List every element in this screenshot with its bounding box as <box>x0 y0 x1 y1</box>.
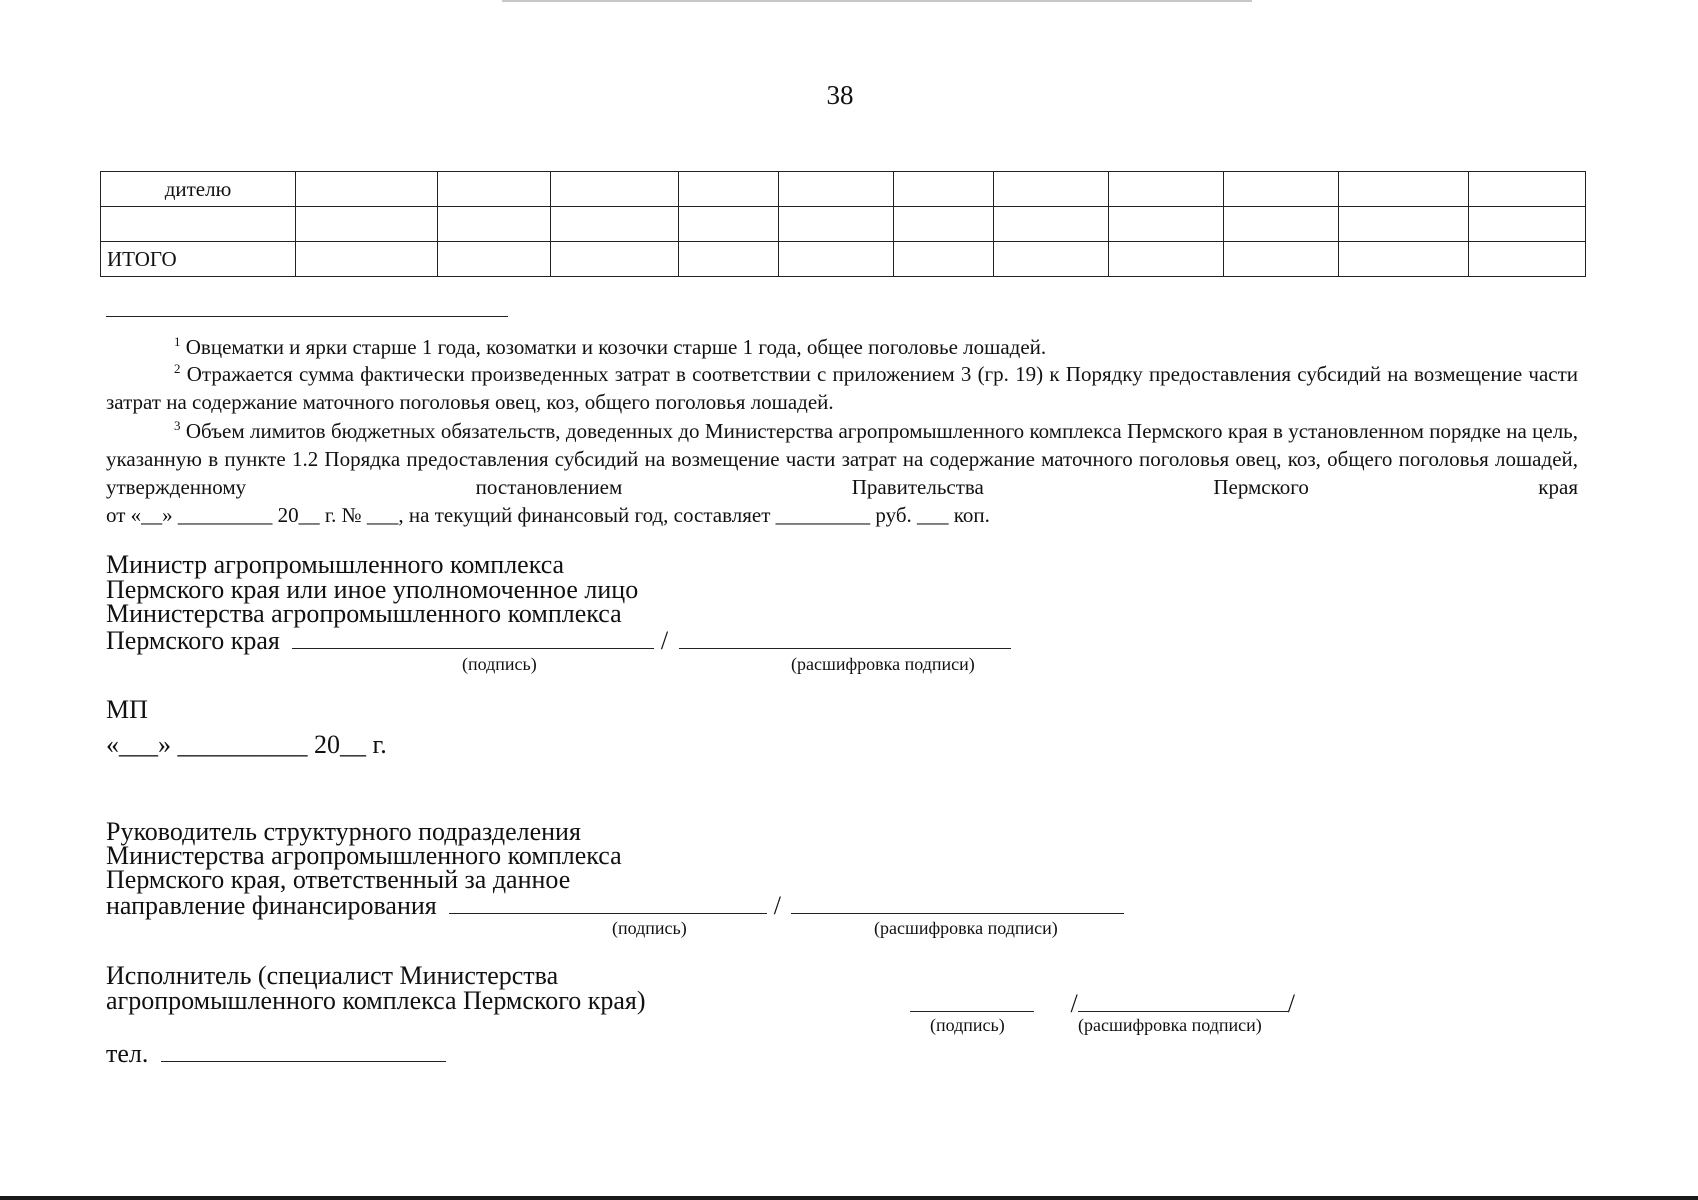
table-cell <box>1469 172 1586 207</box>
head-slash: / <box>773 891 781 920</box>
table-cell <box>679 172 779 207</box>
table-cell <box>994 242 1109 277</box>
scan-top-edge <box>502 0 1252 2</box>
totals-table <box>100 171 1586 277</box>
head-title-line-3: Пермского края, ответственный за данное <box>106 865 571 894</box>
footnote-2 <box>106 360 1578 416</box>
footnote-1-text: Овцематки и ярки старше 1 года, козоматки и козочки старше 1 года, общее поголовье лошадей. <box>185 335 1047 359</box>
phone-field[interactable] <box>161 1039 446 1062</box>
table-cell <box>1224 207 1339 242</box>
table-cell <box>779 242 894 277</box>
table-row <box>101 172 1586 207</box>
head-signature-row <box>106 891 1226 918</box>
table-cell <box>296 242 438 277</box>
head-title-line-4: направление финансирования <box>106 891 437 920</box>
executor-signature-field[interactable] <box>910 989 1034 1012</box>
footnote-1-mark: 1 <box>174 334 181 349</box>
head-sign-caption: (подпись) <box>612 918 687 938</box>
table-row-label <box>101 207 296 242</box>
table-cell <box>679 242 779 277</box>
table-cell <box>1469 207 1586 242</box>
footnote-2-text: Отражается сумма фактически произведенных затрат в соответствии с приложением 3 (гр. 19) к Порядку предоставления субсидий на возмещение части затрат на содержание маточного поголовья овец, коз, общего поголовья лошадей. <box>106 362 1579 414</box>
table-cell <box>1109 172 1224 207</box>
footnote-1 <box>106 333 1578 361</box>
table-row-label: ИТОГО <box>101 242 296 277</box>
minister-signature-field[interactable] <box>292 626 654 649</box>
footnote-2-mark: 2 <box>174 361 181 376</box>
table-row-label: дителю <box>101 172 296 207</box>
table-cell <box>1224 242 1339 277</box>
table-cell <box>1469 242 1586 277</box>
executor-title-line-2: агропромышленного комплекса Пермского края) <box>106 986 646 1015</box>
minister-slash: / <box>660 626 669 655</box>
table-cell <box>1339 172 1469 207</box>
minister-title-line-4: Пермского края <box>106 626 280 655</box>
scan-bottom-edge <box>0 1196 1698 1200</box>
minister-title-line-1: Министр агропромышленного комплекса <box>106 550 565 579</box>
table-cell <box>894 207 994 242</box>
table-cell <box>894 172 994 207</box>
executor-sign-caption: (подпись) <box>930 1015 1005 1035</box>
executor-signature-row <box>910 989 1330 1016</box>
table-cell <box>1224 172 1339 207</box>
footnote-separator <box>106 316 508 317</box>
minister-title-line-3: Министерства агропромышленного комплекса <box>106 599 622 628</box>
table-cell <box>551 242 679 277</box>
table-cell <box>679 207 779 242</box>
footnote-3-mark: 3 <box>174 418 181 433</box>
table-cell <box>779 172 894 207</box>
table-cell <box>1339 242 1469 277</box>
head-decode-caption: (расшифровка подписи) <box>874 918 1058 938</box>
page-number: 38 <box>826 80 854 110</box>
table-cell <box>438 207 551 242</box>
footnote-3 <box>106 417 1578 529</box>
minister-decode-caption: (расшифровка подписи) <box>791 654 975 674</box>
table-cell <box>296 207 438 242</box>
table-cell <box>438 242 551 277</box>
seal-mark: МП <box>106 695 148 724</box>
head-title-line-2: Министерства агропромышленного комплекса <box>106 841 622 870</box>
table-cell <box>894 242 994 277</box>
head-title-line-1: Руководитель структурного подразделения <box>106 817 581 846</box>
footnote-3-text: Объем лимитов бюджетных обязательств, доведенных до Министерства агропромышленного комплекса Пермского края в установленном порядке на цель, указанную в пункте 1.2 Порядка предоставления субсидий на возмещение части затрат на содержание маточного поголовья овец, коз, общего поголовья лошадей, утвержденному постановлением Правительства Пермского края <box>106 419 1579 499</box>
table-cell <box>296 172 438 207</box>
minister-title-line-2: Пермского края или иное уполномоченное лицо <box>106 575 639 604</box>
table-cell <box>994 172 1109 207</box>
minister-signature-row <box>106 626 1096 653</box>
table-cell <box>438 172 551 207</box>
executor-slash-left: / <box>1070 989 1078 1018</box>
executor-decode-field[interactable] <box>1078 989 1288 1012</box>
head-decode-field[interactable] <box>791 891 1124 914</box>
executor-decode-caption: (расшифровка подписи) <box>1078 1015 1262 1035</box>
footnote-3-last-line: от «__» _________ 20__ г. № ___, на текущий финансовый год, составляет _________ руб. ___ коп. <box>106 503 990 527</box>
phone-row <box>106 1039 466 1066</box>
executor-slash-right: / <box>1287 989 1295 1018</box>
head-signature-field[interactable] <box>449 891 767 914</box>
table-cell <box>1339 207 1469 242</box>
table-row <box>101 207 1586 242</box>
table-row <box>101 242 1586 277</box>
executor-title-line-1: Исполнитель (специалист Министерства <box>106 961 559 990</box>
table-cell <box>551 172 679 207</box>
phone-label: тел. <box>106 1039 149 1068</box>
minister-decode-field[interactable] <box>679 626 1011 649</box>
table-cell <box>1109 207 1224 242</box>
table-cell <box>1109 242 1224 277</box>
table-cell <box>994 207 1109 242</box>
minister-sign-caption: (подпись) <box>462 654 537 674</box>
seal-date-line: «___» __________ 20__ г. <box>106 730 387 759</box>
table-cell <box>779 207 894 242</box>
table-cell <box>551 207 679 242</box>
